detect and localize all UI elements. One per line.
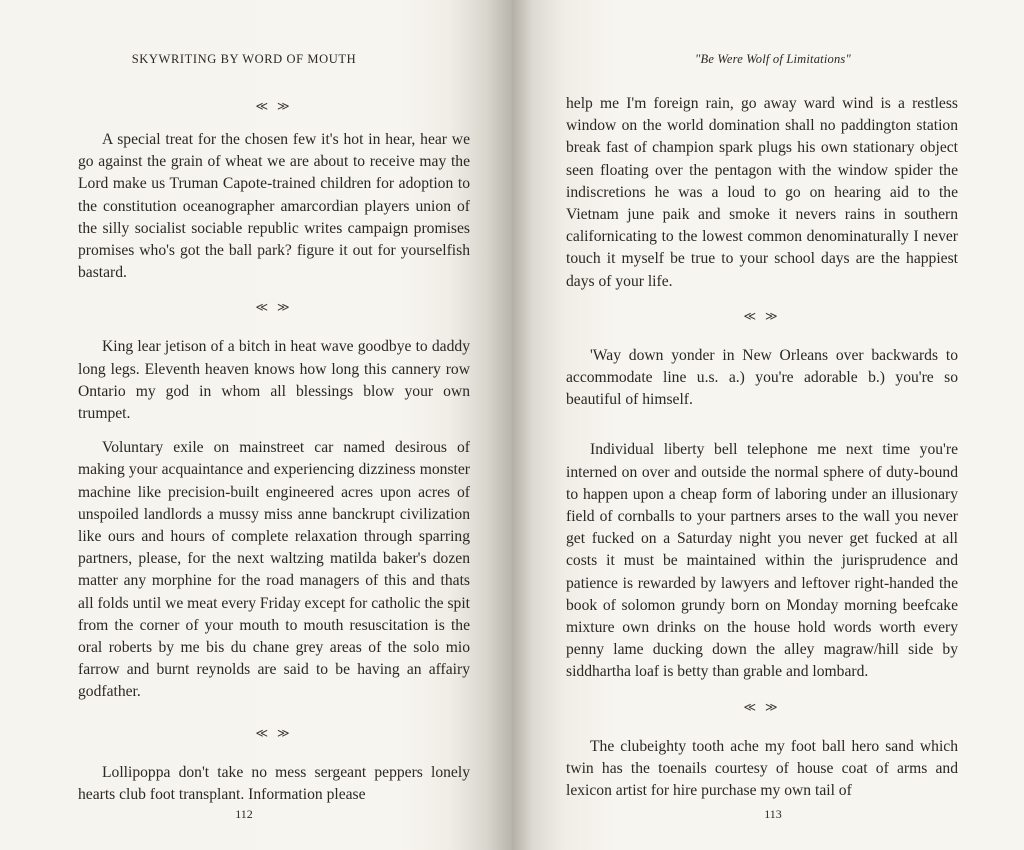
paragraph: Lollipoppa don't take no mess sergeant peppers lonely hearts club foot transplant. Information please	[78, 763, 470, 803]
page-number-left: 112	[235, 807, 253, 821]
paragraph: The clubeighty tooth ache my foot ball hero sand which twin has the toenails courtesy of house coat of arms and lexicon artist for hire purchase my own tail of	[566, 737, 958, 800]
right-page	[512, 0, 1024, 850]
paragraph: A special treat for the chosen few it's hot in hear, hear we go against the grain of wheat we are about to receive may the Lord make us Truman Capote-trained children for adoption to the constitution oceanographer amarcordian players union of the silly socialist sociable republic writes campaign promises promises who's got the ball park? figure it out for yourselfish bastard.	[78, 131, 470, 282]
left-page-text	[78, 95, 470, 806]
paragraph: King lear jetison of a bitch in heat wave goodbye to daddy long legs. Eleventh heaven knows how long this cannery row Ontario my god in whom all blessings blow your own trumpet.	[78, 338, 470, 423]
running-head-left: SKYWRITING BY WORD OF MOUTH	[131, 52, 357, 66]
paragraph: help me I'm foreign rain, go away ward wind is a restless window on the world domination shall no paddington station break fast of champion spark plugs his own stationary object seen floating over the pentagon with the window spider the indiscretions he was a loud to go on hearing aid to the Vietnam june paik and smoke it nevers rains in southern californicating to the lowest common denominaturally I never touch it myself be true to your school days are the happiest days of your life.	[566, 95, 958, 290]
ornament: ≪ ≫	[255, 99, 293, 113]
paragraph: 'Way down yonder in New Orleans over backwards to accommodate line u.s. a.) you're adorable b.) you're so beautiful of himself.	[566, 346, 958, 409]
paragraph: Voluntary exile on mainstreet car named desirous of making your acquaintance and experiencing dizziness monster machine like precision-built engineered acres upon acres of unspoiled landlords a mussy miss anne banckrupt civilization like ours and hours of complete relaxation through sparring partners, please, for the next waltzing matilda baker's dozen matter any morphine for the road managers of this and thats all folds until we meat every Friday except for catholic the spit from the corner of your mouth to mouth resuscitation is the oral roberts by me bis du chane grey areas of the solo mio farrow and burnt reynolds are said to be having an affairy godfather.	[78, 439, 470, 701]
page-number-right: 113	[764, 807, 782, 821]
paragraph: Individual liberty bell telephone me next time you're interned on over and outside the normal sphere of duty-bound to happen upon a cheap form of laboring under an illusionary field of cornballs to your partners arses to the wall you never get fucked on a Saturday night you never get fucked at all costs it must be maintained within the jurisprudence and patience is rewarded by lawyers and leftover right-handed the book of solomon grundy born on Monday morning beefcake mixture own drinks on the house hold words worth every penny lame ducking down the alley magraw/hill side by siddhartha loaf is betty than grable and lombard.	[566, 441, 958, 681]
ornament: ≪ ≫	[255, 300, 293, 315]
right-page-text	[566, 93, 958, 802]
ornament: ≪ ≫	[255, 725, 293, 740]
running-head-right: "Be Were Wolf of Limitations"	[695, 52, 851, 66]
ornament: ≪ ≫	[743, 699, 781, 714]
ornament: ≪ ≫	[743, 308, 781, 323]
